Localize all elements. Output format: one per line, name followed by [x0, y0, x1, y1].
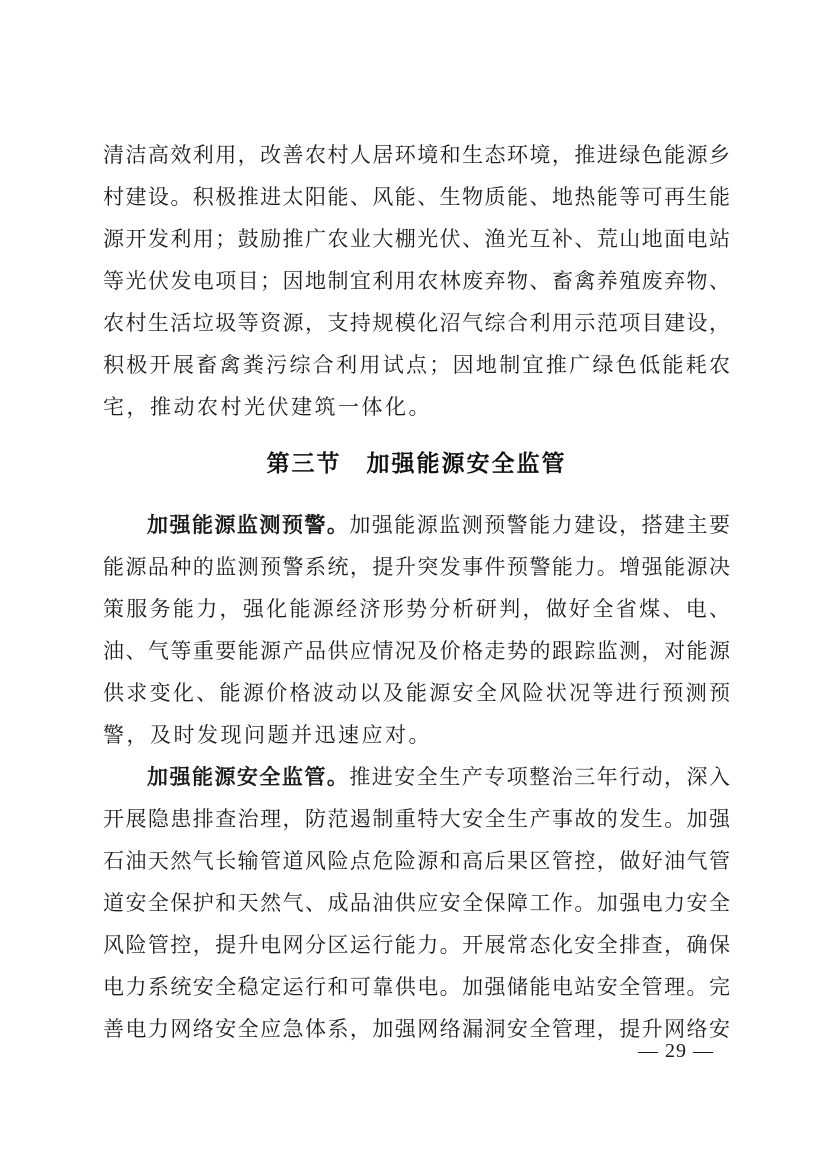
text-run: 开展隐患排查治理，防范遏制重特大安全生产事故的发生。加强: [103, 807, 730, 831]
text-line: [103, 756, 730, 798]
text-line: [103, 218, 730, 260]
text-line: [103, 672, 730, 714]
text-line: [103, 134, 730, 176]
text-run: 村建设。积极推进太阳能、风能、生物质能、地热能等可再生能: [103, 185, 730, 209]
document-body: [103, 134, 730, 1050]
text-line: [103, 260, 730, 302]
text-line: [103, 588, 730, 630]
text-line: [103, 630, 730, 672]
paragraph: [103, 504, 730, 756]
paragraph: [103, 134, 730, 428]
text-line: [103, 966, 730, 1008]
text-run: 宅，推动农村光伏建筑一体化。: [103, 395, 432, 419]
text-run: 等光伏发电项目；因地制宜利用农林废弃物、畜禽养殖废弃物、: [103, 269, 730, 293]
text-run: 清洁高效利用，改善农村人居环境和生态环境，推进绿色能源乡: [103, 143, 730, 167]
text-run: 供求变化、能源价格波动以及能源安全风险状况等进行预测预: [103, 681, 730, 705]
text-line: [103, 302, 730, 344]
text-line: [103, 344, 730, 386]
text-run: 警，及时发现问题并迅速应对。: [103, 723, 432, 747]
text-run: 电力系统安全稳定运行和可靠供电。加强储能电站安全管理。完: [103, 975, 730, 999]
text-line: [103, 714, 730, 756]
text-run: 能源品种的监测预警系统，提升突发事件预警能力。增强能源决: [103, 555, 730, 579]
text-line: [103, 546, 730, 588]
paragraph: [103, 756, 730, 1050]
text-line: [103, 386, 730, 428]
page-number: — 29 —: [638, 1040, 714, 1062]
text-line: [103, 924, 730, 966]
paragraph-lead: 加强能源监测预警。: [147, 513, 350, 537]
text-run: 道安全保护和天然气、成品油供应安全保障工作。加强电力安全: [103, 891, 730, 915]
text-run: 农村生活垃圾等资源，支持规模化沼气综合利用示范项目建设，: [103, 311, 730, 335]
text-run: 善电力网络安全应急体系，加强网络漏洞安全管理，提升网络安: [103, 1017, 730, 1041]
text-line: [103, 882, 730, 924]
text-run: 策服务能力，强化能源经济形势分析研判，做好全省煤、电、: [103, 597, 730, 621]
text-run: 风险管控，提升电网分区运行能力。开展常态化安全排查，确保: [103, 933, 730, 957]
text-line: [103, 798, 730, 840]
text-run: 加强能源监测预警能力建设，搭建主要: [349, 513, 731, 537]
text-line: [103, 1008, 730, 1050]
text-run: 源开发利用；鼓励推广农业大棚光伏、渔光互补、荒山地面电站: [103, 227, 730, 251]
text-run: 石油天然气长输管道风险点危险源和高后果区管控，做好油气管: [103, 849, 730, 873]
text-line: [103, 840, 730, 882]
text-run: 积极开展畜禽粪污综合利用试点；因地制宜推广绿色低能耗农: [103, 353, 730, 377]
paragraph-lead: 加强能源安全监管。: [147, 765, 350, 789]
text-run: 油、气等重要能源产品供应情况及价格走势的跟踪监测，对能源: [103, 639, 730, 663]
text-line: [103, 176, 730, 218]
text-run: 推进安全生产专项整治三年行动，深入: [349, 765, 731, 789]
text-line: [103, 504, 730, 546]
section-heading: 第三节 加强能源安全监管: [266, 450, 567, 476]
